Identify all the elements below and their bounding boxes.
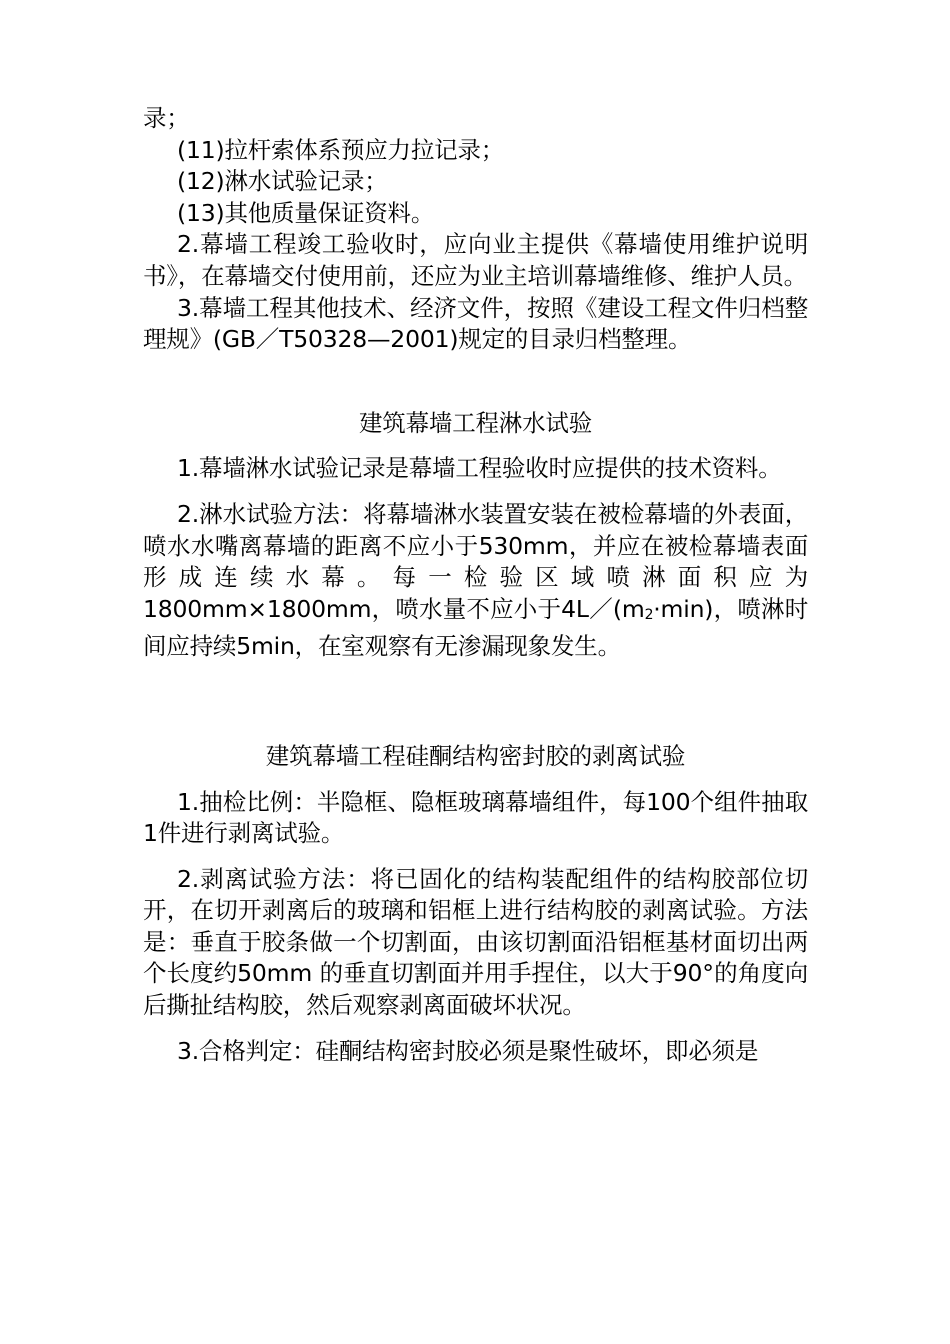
paragraph-acceptance-manual: 2.幕墙工程竣工验收时，应向业主提供《幕墙使用维护说明书》，在幕墙交付使用前，还应为业主培训幕墙维修、维护人员。	[143, 230, 808, 290]
document-body	[143, 103, 808, 1067]
continuation-text: 录；	[143, 104, 190, 132]
list-item-11: (11)拉杆索体系预应力拉记录；	[177, 135, 505, 164]
section-title-peel-test: 建筑幕墙工程硅酮结构密封胶的剥离试验	[265, 741, 686, 770]
paragraph-sampling-ratio: 1.抽检比例：半隐框、隐框玻璃幕墙组件，每100个组件抽取1件进行剥离试验。	[143, 787, 808, 848]
paragraph-peel-test-method: 2.剥离试验方法：将已固化的结构装配组件的结构胶部位切开，在切开剥离后的玻璃和铝框上进行结构胶的剥离试验。方法是：垂直于胶条做一个切割面，由该切割面沿铝框基材面切出两个长度约50mm 的垂直切割面并用手捏住，以大于90°的角度向后撕扯结构胶，然后观察剥离面破坏状况。	[143, 864, 808, 1020]
list-item-13: (13)其他质量保证资料。	[177, 198, 435, 227]
paragraph-archive-docs: 3.幕墙工程其他技术、经济文件，按照《建设工程文件归档整理规》(GB／T50328—2001)规定的目录归档整理。	[143, 293, 808, 354]
section-title-water-test: 建筑幕墙工程淋水试验	[359, 408, 592, 437]
paragraph-acceptance-criteria: 3.合格判定：硅酮结构密封胶必须是聚性破坏，即必须是	[177, 1036, 759, 1065]
paragraph-water-test-record: 1.幕墙淋水试验记录是幕墙工程验收时应提供的技术资料。	[177, 454, 782, 483]
paragraph-water-test-method	[143, 499, 808, 663]
water-test-method-text-b: ·min)，喷淋时间应持续5min，在室观察有无渗漏现象发生。	[143, 594, 808, 661]
water-test-method-text-a: 2.淋水试验方法：将幕墙淋水装置安装在被检幕墙的外表面，喷水水嘴离幕墙的距离不应小于530mm，并应在被检幕墙表面形成连续水幕。每一检验区域喷淋面积应为1800mm×1800mm，喷水量不应小于4L／(m	[143, 499, 808, 623]
subscript-2: 2	[644, 606, 654, 623]
list-item-12: (12)淋水试验记录；	[177, 167, 388, 196]
